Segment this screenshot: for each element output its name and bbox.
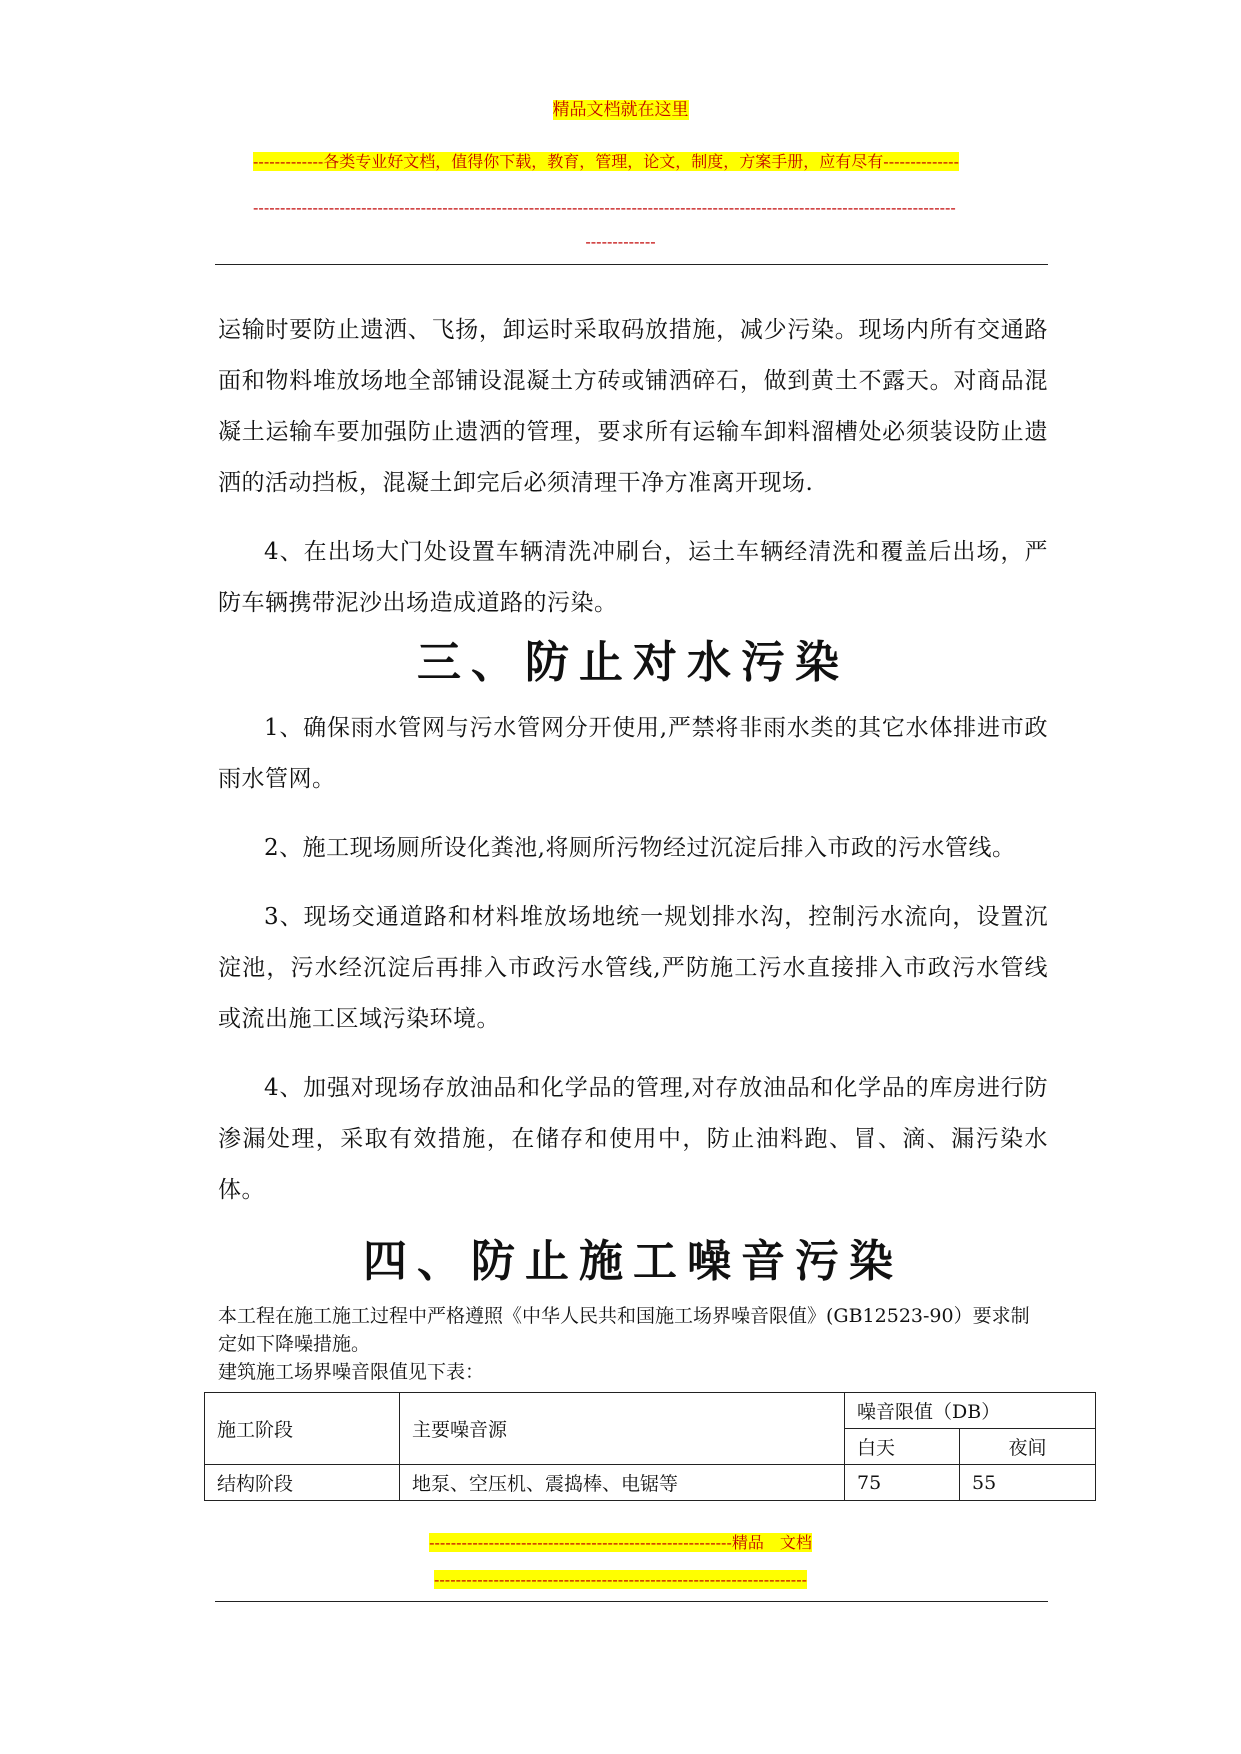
header-rule [215, 264, 1048, 265]
header-banner-title: 精品文档就在这里 [552, 100, 689, 120]
header-dash-line: ---------------------------------------------------------------------------------------------------------------------------------- [253, 198, 956, 217]
paragraph-water-3: 3、现场交通道路和材料堆放场地统一规划排水沟，控制污水流向，设置沉淀池，污水经沉淀后再排入市政污水管线,严防施工污水直接排入市政污水管线或流出施工区域污染环境。 [218, 904, 1048, 1032]
header-dash-line-short: ------------- [585, 232, 656, 251]
table-header-day: 白天 [845, 1429, 960, 1465]
footer-banner-1: --------------------------------------------------------精品 文档 [429, 1533, 812, 1552]
paragraph-water-1: 1、确保雨水管网与污水管网分开使用,严禁将非雨水类的其它水体排进市政雨水管网。 [218, 715, 1048, 792]
paragraph-noise-table-caption: 建筑施工场界噪音限值见下表： [218, 1361, 485, 1383]
table-header-stage: 施工阶段 [205, 1393, 400, 1465]
document-body [218, 305, 1048, 1501]
table-cell-stage: 结构阶段 [205, 1465, 400, 1501]
paragraph-transport: 运输时要防止遗洒、飞扬，卸运时采取码放措施，减少污染。现场内所有交通路面和物料堆放场地全部铺设混凝土方砖或铺洒碎石，做到黄土不露天。对商品混凝土运输车要加强防止遗洒的管理，要求所有运输车卸料溜槽处必须装设防止遗洒的活动挡板，混凝土卸完后必须清理干净方准离开现场. [218, 317, 1048, 496]
table-cell-day: 75 [845, 1465, 960, 1501]
table-header-source: 主要噪音源 [400, 1393, 845, 1465]
header-banner-tagline: -------------各类专业好文档，值得你下载，教育，管理，论文，制度，方案手册，应有尽有-------------- [253, 152, 959, 171]
paragraph-vehicle-wash: 4、在出场大门处设置车辆清洗冲刷台，运土车辆经清洗和覆盖后出场，严防车辆携带泥沙出场造成道路的污染。 [218, 539, 1048, 616]
table-row [205, 1465, 1096, 1501]
footer-rule [215, 1601, 1048, 1602]
table-cell-night: 55 [960, 1465, 1096, 1501]
paragraph-water-4: 4、加强对现场存放油品和化学品的管理,对存放油品和化学品的库房进行防渗漏处理，采取有效措施，在储存和使用中，防止油料跑、冒、滴、漏污染水体。 [218, 1075, 1048, 1203]
paragraph-noise-intro: 本工程在施工施工过程中严格遵照《中华人民共和国施工场界噪音限值》(GB12523-90）要求制定如下降噪措施。 [218, 1305, 1030, 1355]
section-title-noise: 四、防止施工噪音污染 [363, 1236, 903, 1287]
noise-limit-table [204, 1392, 1096, 1501]
footer-banner-2: --------------------------------------------------------------------- [433, 1570, 808, 1589]
table-header-night: 夜间 [960, 1429, 1096, 1465]
table-header-limit: 噪音限值（DB） [845, 1393, 1096, 1429]
table-header-row [205, 1393, 1096, 1429]
paragraph-water-2: 2、施工现场厕所设化粪池,将厕所污物经过沉淀后排入市政的污水管线。 [264, 835, 1016, 861]
section-title-water: 三、防止对水污染 [417, 637, 849, 688]
table-cell-source: 地泵、空压机、震捣棒、电锯等 [400, 1465, 845, 1501]
